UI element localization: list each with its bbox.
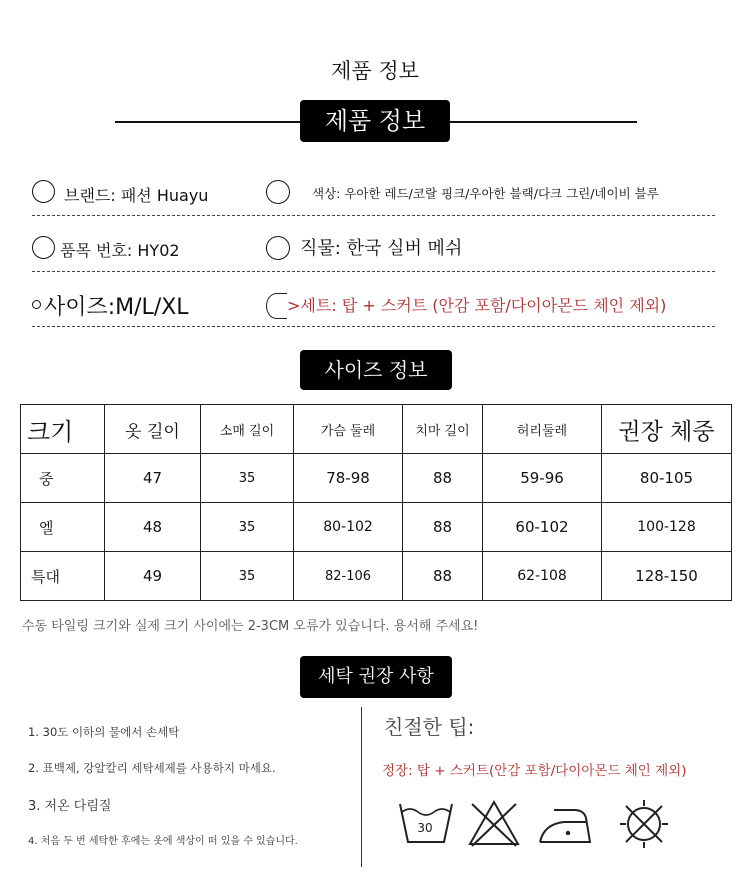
- care-item: 3. 저온 다림질: [28, 799, 112, 814]
- row-divider: [32, 215, 715, 216]
- brand-label: 브랜드: 패션 Huayu: [64, 186, 209, 205]
- wash-30-icon: [396, 798, 458, 850]
- care-item: 4. 처음 두 번 세탁한 후에는 옷에 색상이 떠 있을 수 있습니다.: [28, 836, 298, 847]
- care-item: 2. 표백제, 강알칼리 세탁세제를 사용하지 마세요.: [28, 761, 276, 775]
- color-label: 색상: 우아한 레드/코랄 핑크/우아한 블랙/다크 그린/네이비 블루: [312, 186, 659, 201]
- table-cell: 78-98: [294, 454, 403, 503]
- table-header-cell: 허리둘레: [483, 405, 602, 454]
- table-cell: 80-105: [602, 454, 732, 503]
- table-header-cell: 치마 길이: [403, 405, 483, 454]
- no-tumble-dry-icon: [614, 798, 676, 850]
- section-title-care: 세탁 권장 사항: [300, 656, 452, 698]
- bullet-circle-icon: [266, 293, 287, 319]
- table-cell: 62-108: [483, 552, 602, 601]
- table-cell: 82-106: [294, 552, 403, 601]
- table-cell: 특대: [21, 552, 105, 601]
- table-cell: 88: [403, 503, 483, 552]
- table-header-cell: 권장 체중: [602, 405, 732, 454]
- table-cell: 88: [403, 552, 483, 601]
- tips-title: 친절한 팁:: [384, 715, 475, 739]
- size-table: [20, 404, 732, 601]
- tips-text: 정장: 탑 + 스커트(안감 포함/다이아몬드 체인 제외): [382, 763, 687, 779]
- table-row: [21, 552, 732, 601]
- wash-temp-label: 30: [417, 821, 433, 835]
- bullet-circle-icon: [266, 180, 290, 204]
- table-cell: 48: [105, 503, 201, 552]
- fabric-label: 직물: 한국 실버 메쉬: [300, 238, 463, 259]
- table-cell: 88: [403, 454, 483, 503]
- table-cell: 47: [105, 454, 201, 503]
- page-title: 제품 정보: [331, 59, 419, 83]
- bullet-circle-icon: [266, 236, 290, 260]
- table-header-cell: 크기: [21, 405, 105, 454]
- section-title-size: 사이즈 정보: [300, 350, 452, 390]
- table-cell: 35: [201, 552, 294, 601]
- size-note: 수동 타일링 크기와 실제 크기 사이에는 2-3CM 오류가 있습니다. 용서해 주세요!: [22, 619, 479, 634]
- table-header-cell: 옷 길이: [105, 405, 201, 454]
- bullet-circle-icon: [32, 180, 55, 203]
- table-cell: 엘: [21, 503, 105, 552]
- table-row: [21, 503, 732, 552]
- table-cell: 128-150: [602, 552, 732, 601]
- care-divider: [361, 707, 362, 867]
- table-cell: 60-102: [483, 503, 602, 552]
- sizes-label: 사이즈:M/L/XL: [44, 295, 189, 320]
- table-header-cell: 가슴 둘레: [294, 405, 403, 454]
- care-item: 1. 30도 이하의 물에서 손세탁: [28, 725, 180, 739]
- table-header-cell: 소매 길이: [201, 405, 294, 454]
- table-cell: 35: [201, 454, 294, 503]
- set-label: >세트: 탑 + 스커트 (안감 포함/다이아몬드 체인 제외): [287, 296, 667, 315]
- table-cell: 중: [21, 454, 105, 503]
- section-title-product: 제품 정보: [300, 100, 450, 142]
- iron-low-icon: [534, 798, 596, 850]
- table-cell: 49: [105, 552, 201, 601]
- table-cell: 35: [201, 503, 294, 552]
- row-divider: [32, 271, 715, 272]
- table-row: [21, 454, 732, 503]
- no-bleach-icon: [464, 798, 526, 850]
- table-cell: 80-102: [294, 503, 403, 552]
- bullet-circle-icon: [32, 236, 55, 259]
- row-divider: [32, 326, 715, 327]
- bullet-circle-icon: [32, 300, 41, 309]
- item-number-label: 품목 번호: HY02: [60, 241, 180, 260]
- table-cell: 100-128: [602, 503, 732, 552]
- table-cell: 59-96: [483, 454, 602, 503]
- table-header-row: [21, 405, 732, 454]
